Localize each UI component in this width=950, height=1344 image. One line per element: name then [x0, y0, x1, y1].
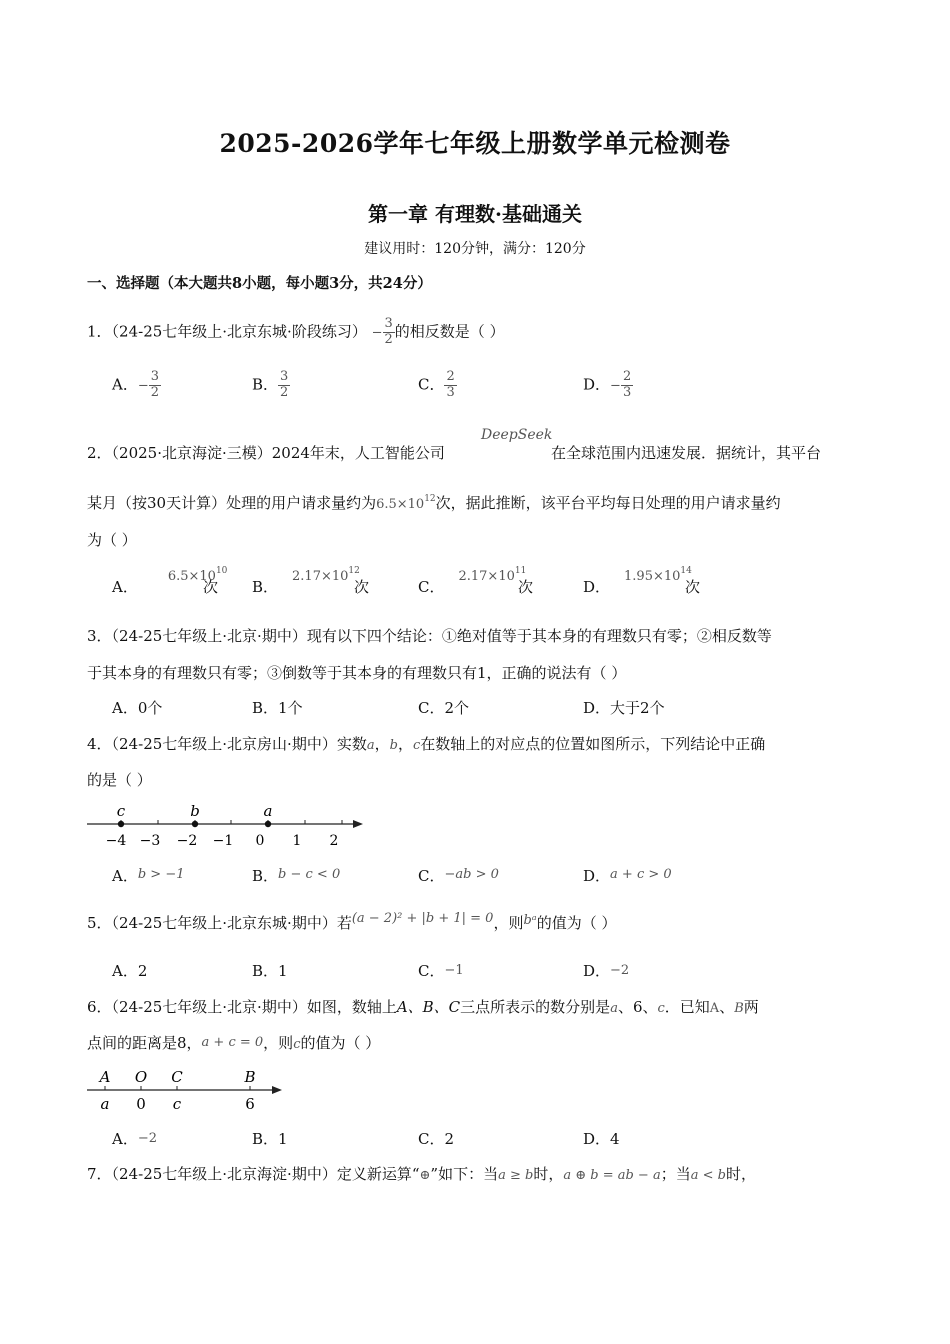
q4-option-c[interactable]: C．−ab > 0: [418, 867, 499, 885]
q5-equation: (a − 2)² + |b + 1| = 0: [351, 911, 494, 926]
q1-option-b[interactable]: B． $\frac{3}{2}$: [252, 369, 289, 400]
q4-option-b[interactable]: B．b − c < 0: [252, 867, 341, 885]
value-6: 6: [245, 1095, 255, 1113]
question-2-line-1: 2．（2025·北京海淀·三模）2024年末，人工智能公司: [87, 444, 445, 462]
q4-option-d[interactable]: D．a + c > 0: [583, 867, 672, 885]
question-3-line-2: 于其本身的有理数只有零；③倒数等于其本身的有理数只有1，正确的说法有（ ）: [87, 664, 627, 682]
tick-label: −4: [105, 833, 127, 849]
question-2-line-3: 为（ ）: [87, 531, 137, 549]
q5-option-a[interactable]: A．2: [112, 962, 148, 980]
question-2-line-2: 某月（按30天计算）处理的用户请求量约为$6.5\times 10^{12}$次，据此推断，该平台平均每日处理的用户请求量约: [87, 494, 781, 512]
q3-option-c[interactable]: C．2个: [418, 699, 470, 717]
q2-option-c[interactable]: C．$2.17\times 10^{11}$: [418, 566, 527, 596]
value-0: 0: [136, 1095, 146, 1113]
question-7-line-1: 7．（24-25七年级上·北京海淀·期中）定义新运算“⊕”如下：当a ≥ b时，a ⊕ b = ab − a；当a < b时，: [87, 1165, 756, 1183]
q1-option-a[interactable]: A．− $\frac{3}{2}$: [112, 369, 160, 400]
q2-company: DeepSeek: [481, 427, 553, 443]
question-5: 5．（24-25七年级上·北京东城·期中）若(a − 2)² + |b + 1| = 0，则bᵃ的值为（ ）: [87, 911, 617, 932]
q6-option-c[interactable]: C．2: [418, 1130, 455, 1148]
q1-option-c[interactable]: C． $\frac{2}{3}$: [418, 369, 455, 400]
axis-arrow: [353, 820, 363, 828]
q6-number-line: [85, 1064, 295, 1114]
section-heading: 一、选择题（本大题共8小题，每小题3分，共24分）: [87, 275, 432, 292]
question-1: [87, 317, 505, 348]
q5-option-b[interactable]: B．1: [252, 962, 288, 980]
q1-option-d[interactable]: D．− $\frac{2}{3}$: [583, 369, 632, 400]
label-A: A: [99, 1068, 111, 1086]
q2-option-d[interactable]: D．$1.95\times 10^{14}$: [583, 566, 692, 596]
q2-option-c-unit: 次: [518, 578, 534, 596]
page-title: 2025-2026学年七年级上册数学单元检测卷: [219, 129, 731, 158]
q2-request-count: $6.5\times 10^{12}$: [376, 494, 436, 512]
chapter-subtitle: 第一章 有理数·基础通关: [368, 202, 582, 226]
label-O: O: [134, 1068, 148, 1086]
value-a: a: [100, 1095, 110, 1113]
point-b: [192, 821, 198, 827]
tick-label: 0: [255, 833, 265, 849]
label-C: C: [171, 1068, 183, 1086]
label-c: c: [116, 802, 126, 820]
question-2-line-1b: 在全球范围内迅速发展．据统计，其平台: [551, 444, 822, 462]
exam-timing: 建议用时：120分钟，满分：120分: [364, 241, 586, 257]
q2-option-d-unit: 次: [685, 578, 701, 596]
q1-prefix: 1．（24-25七年级上·北京东城·阶段练习）: [87, 322, 367, 341]
q2-option-a-unit: 次: [203, 578, 219, 596]
label-b: b: [190, 802, 200, 820]
label-a: a: [263, 802, 273, 820]
q4-option-a[interactable]: A．b > −1: [112, 867, 185, 885]
point-c: [118, 821, 124, 827]
question-3-line-1: 3．（24-25七年级上·北京·期中）现有以下四个结论：①绝对值等于其本身的有理数只有零；②相反数等: [87, 627, 772, 645]
q5-option-c[interactable]: C．−1: [418, 962, 464, 980]
q1-sign: −: [371, 325, 383, 341]
q2-option-b-unit: 次: [354, 578, 370, 596]
question-6-line-2: 点间的距离是8，a + c = 0，则c的值为（ ）: [87, 1034, 381, 1052]
q6-option-d[interactable]: D．4: [583, 1130, 620, 1148]
question-6-line-1: 6．（24-25七年级上·北京·期中）如图，数轴上A、B、C三点所表示的数分别是a、6、c．已知A、B两: [87, 998, 759, 1016]
q6-option-b[interactable]: B．1: [252, 1130, 288, 1148]
q3-option-d[interactable]: D．大于2个: [583, 699, 665, 717]
q2-option-b[interactable]: B．$2.17\times 10^{12}$: [252, 566, 360, 596]
axis-arrow: [272, 1086, 282, 1094]
q1-fraction: $\frac{3}{2}$: [384, 316, 393, 347]
q2-option-a[interactable]: A．$6.5\times 10^{10}$: [112, 566, 228, 596]
tick-label: −1: [212, 833, 234, 849]
tick-label: −3: [139, 833, 161, 849]
q4-number-line: [85, 798, 375, 854]
q6-option-a[interactable]: A．−2: [112, 1130, 158, 1148]
q5-option-d[interactable]: D．−2: [583, 962, 630, 980]
value-c: c: [172, 1095, 182, 1113]
q1-suffix: 的相反数是（ ）: [394, 322, 505, 341]
q5-power: bᵃ: [523, 913, 537, 928]
tick-label: 2: [329, 833, 339, 849]
question-4-line-1: 4．（24-25七年级上·北京房山·期中）实数a，b，c在数轴上的对应点的位置如图所示，下列结论中正确: [87, 735, 766, 753]
tick-label: −2: [176, 833, 198, 849]
label-B: B: [244, 1068, 256, 1086]
tick-label: 1: [292, 833, 302, 849]
question-4-line-2: 的是（ ）: [87, 771, 152, 789]
point-a: [265, 821, 271, 827]
q3-option-b[interactable]: B．1个: [252, 699, 303, 717]
q3-option-a[interactable]: A．0个: [112, 699, 163, 717]
